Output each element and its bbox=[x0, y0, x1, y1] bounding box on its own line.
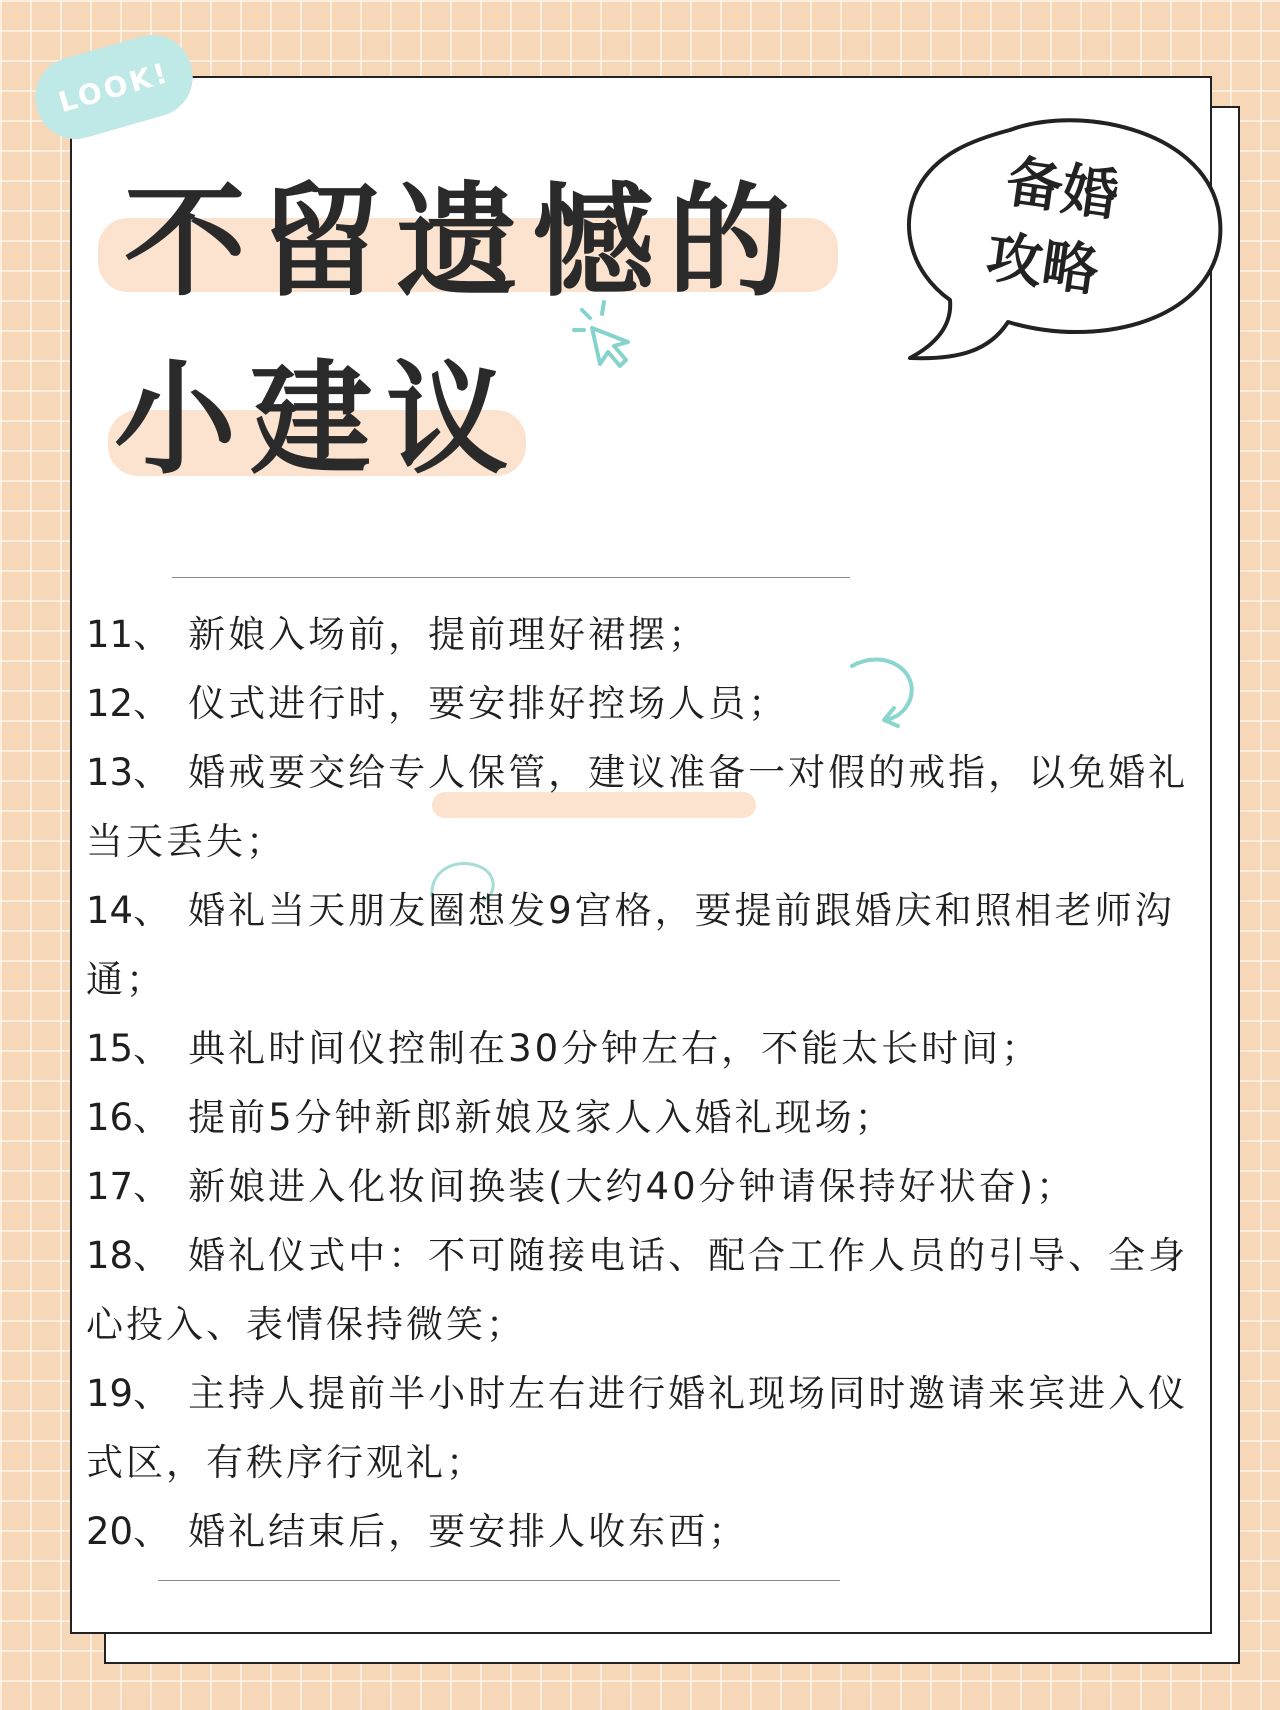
list-item bbox=[86, 669, 1206, 738]
tip-number: 13、 bbox=[86, 751, 171, 794]
top-divider bbox=[172, 577, 850, 578]
list-item bbox=[86, 600, 1206, 669]
speech-bubble-line-1: 备婚 bbox=[1002, 149, 1123, 230]
tip-text: 新娘入场前，提前理好裙摆； bbox=[188, 613, 709, 656]
tip-text: 提前5分钟新郎新娘及家人入婚礼现场； bbox=[188, 1096, 895, 1139]
tip-text: 婚戒要交给专人保管，建议准备一对假的戒指，以免婚礼当天丢失； bbox=[86, 751, 1189, 863]
tips-list bbox=[86, 600, 1206, 1566]
tip-number: 15、 bbox=[86, 1027, 171, 1070]
tip-number: 17、 bbox=[86, 1165, 171, 1208]
tip-text: 婚礼仪式中：不可随接电话、配合工作人员的引导、全身心投入、表情保持微笑； bbox=[86, 1234, 1189, 1346]
tip-number: 14、 bbox=[86, 889, 171, 932]
tip-text: 典礼时间仪控制在30分钟左右，不能太长时间； bbox=[188, 1027, 1042, 1070]
list-item bbox=[86, 738, 1206, 876]
tip-number: 12、 bbox=[86, 682, 171, 725]
tip-number: 20、 bbox=[86, 1510, 171, 1553]
list-item bbox=[86, 1152, 1206, 1221]
speech-bubble-text bbox=[980, 149, 1160, 308]
tip-number: 18、 bbox=[86, 1234, 171, 1277]
tip-text: 新娘进入化妆间换装(大约40分钟请保持好状奋)； bbox=[188, 1165, 1077, 1208]
page-title-line-2: 小建议 bbox=[114, 349, 522, 491]
list-item bbox=[86, 1497, 1206, 1566]
tip-text: 主持人提前半小时左右进行婚礼现场同时邀请来宾进入仪式区，有秩序行观礼； bbox=[86, 1372, 1189, 1484]
tip-text: 婚礼结束后，要安排人收东西； bbox=[188, 1510, 749, 1553]
tip-number: 19、 bbox=[86, 1372, 171, 1415]
tip-number: 11、 bbox=[86, 613, 171, 656]
tip-text: 仪式进行时，要安排好控场人员； bbox=[188, 682, 789, 725]
cursor-click-icon bbox=[572, 298, 642, 370]
tip-number: 16、 bbox=[86, 1096, 171, 1139]
list-item bbox=[86, 1014, 1206, 1083]
list-item bbox=[86, 1221, 1206, 1359]
speech-bubble-line-2: 攻略 bbox=[982, 224, 1103, 305]
list-item bbox=[86, 876, 1206, 1014]
page-title-line-1: 不留遗憾的 bbox=[124, 171, 804, 313]
list-item bbox=[86, 1083, 1206, 1152]
tip-text: 婚礼当天朋友圈想发9宫格，要提前跟婚庆和照相老师沟通； bbox=[86, 889, 1175, 1001]
look-badge-text: LOOK! bbox=[54, 55, 174, 119]
list-item bbox=[86, 1359, 1206, 1497]
bottom-divider bbox=[158, 1580, 840, 1581]
